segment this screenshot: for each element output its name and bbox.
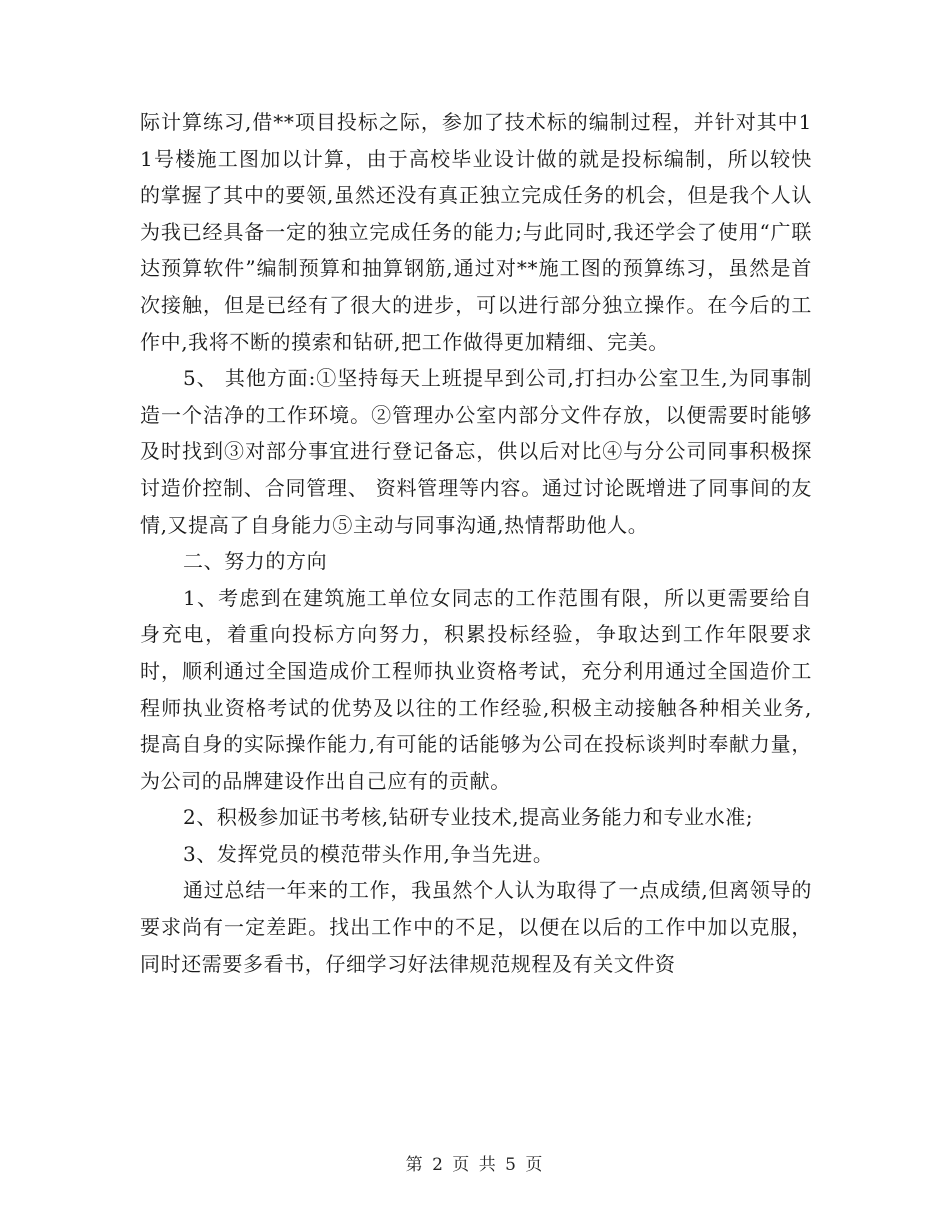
document-body [140,104,812,982]
paragraph-item-2: 2、积极参加证书考核,钻研专业技术,提高业务能力和专业水准; [183,805,754,830]
paragraph-item-1: 1、考虑到在建筑施工单位女同志的工作范围有限，所以更需要给自身充电，着重向投标方向努力，积累投标经验，争取达到工作年限要求时，顺利通过全国造成价工程师执业资格考试，充分利用通过全国造价工程师执业资格考试的优势及以往的工作经验,积极主动接触各种相关业务,提高自身的实际操作能力,有可能的话能够为公司在投标谈判时奉献力量，为公司的品牌建设作出自己应有的贡献。 [140,585,812,793]
page-footer: 第 2 页 共 5 页 [405,1155,545,1175]
paragraph-summary: 通过总结一年来的工作，我虽然个人认为取得了一点成绩,但离领导的要求尚有一定差距。找出工作中的不足，以便在以后的工作中加以克服，同时还需要多看书，仔细学习好法律规范规程及有关文件资 [140,878,812,976]
section-heading-direction: 二、努力的方向 [183,549,328,574]
paragraph-item-5: 5、 其他方面:①坚持每天上班提早到公司,打扫办公室卫生,为同事制造一个洁净的工作环境。②管理办公室内部分文件存放，以便需要时能够及时找到③对部分事宜进行登记备忘，供以后对比④与分公司同事积极探讨造价控制、合同管理、 资料管理等内容。通过讨论既增进了同事间的友情,又提高了自身能力⑤主动与同事沟通,热情帮助他人。 [140,366,812,537]
paragraph-continuation: 际计算练习,借**项目投标之际，参加了技术标的编制过程，并针对其中11号楼施工图加以计算，由于高校毕业设计做的就是投标编制，所以较快的掌握了其中的要领,虽然还没有真正独立完成任务的机会，但是我个人认为我已经具备一定的独立完成任务的能力;与此同时,我还学会了使用“广联达预算软件”编制预算和抽算钢筋,通过对**施工图的预算练习，虽然是首次接触，但是已经有了很大的进步，可以进行部分独立操作。在今后的工作中,我将不断的摸索和钻研,把工作做得更加精细、完美。 [140,110,812,354]
paragraph-item-3: 3、发挥党员的模范带头作用,争当先进。 [183,841,554,866]
